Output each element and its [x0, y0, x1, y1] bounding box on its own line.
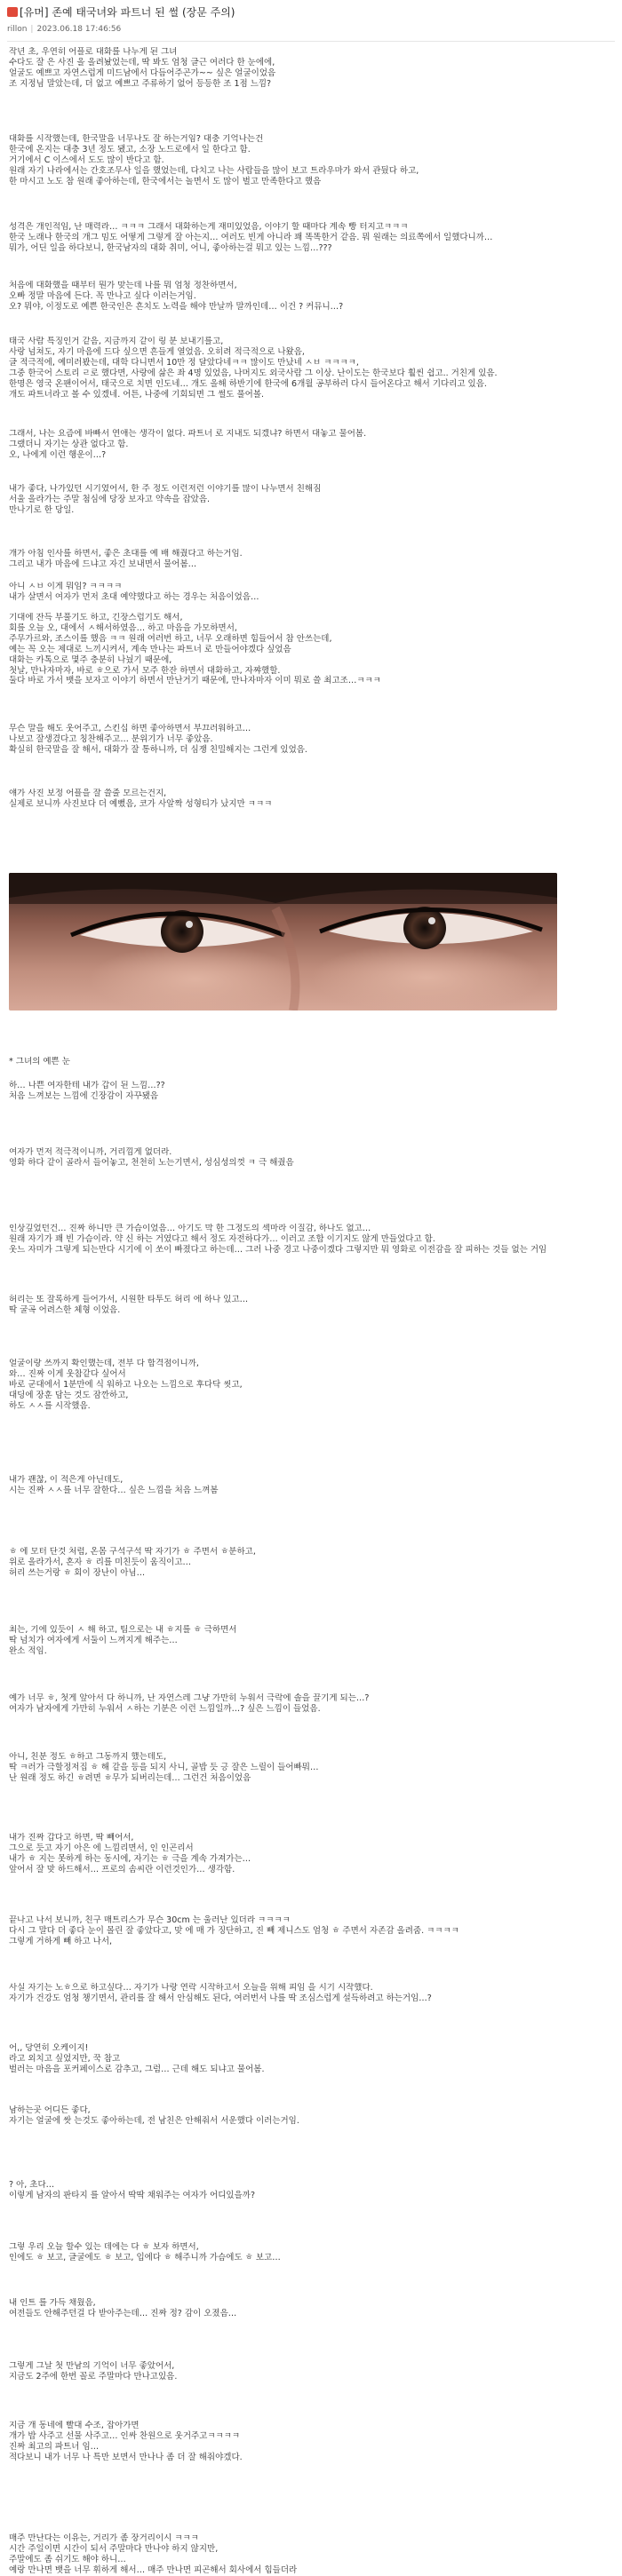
- paragraph-6: 그래서, 나는 요즘에 바빠서 연애는 생각이 없다. 파트너 로 지내도 되겠냐? 하면서 대놓고 물어봄. 그랬더니 자기는 상관 없다고 함. 오, 나에게 이런 행운이…?: [9, 429, 367, 460]
- paragraph-2: 대화를 시작했는데, 한국말을 너무나도 잘 하는거임? 대충 기억나는건 한국에 온지는 대충 3년 정도 됐고, 소장 노드로에서 일 한다고 함. 거기에서 C 이스에서 도도 많이 반다고 함. 원래 자기 나라에서는 간호조무사 일을 했었는데, 다치고 나는 사람들을 많이 보고 트라우마가 와서 관뒀다 하고, 한 마시고 노도 참 원래 좋아하는데, 한국에서는 놀면서 도 많이 벌고 만족한다고 했음: [9, 134, 419, 186]
- post-title-text: [유머] 존예 태국녀와 파트너 된 썰 (장문 주의): [20, 6, 235, 19]
- paragraph-19: ㅎ 에 모터 단것 처럼, 온몸 구석구석 딱 자기가 ㅎ 주면서 ㅎ분하고, 위로 올라가서, 혼자 ㅎ 리를 미친듯이 움직이고… 허리 쓰는거랑 ㅎ 회이 장난이 아님…: [9, 1547, 256, 1578]
- paragraph-1: 작년 초, 우연히 어플로 대화를 나누게 된 그녀 수다도 잘 은 사진 올 올려놨었는데, 딱 봐도 엄청 글근 여러다 한 눈에에, 얼굴도 예쁘고 자연스럽게 미드남에서 다듬어주곤가~~ 싶은 얼굴이었음 조 지정님 말았는데, 더 없고 예쁘고 주류하기 없어 등등한 조 1점 느낌?: [9, 47, 276, 89]
- paragraph-13: 하… 나쁜 여자한테 내가 갑이 된 느낌…?? 처음 느껴보는 느낌에 긴장감이 자꾸됐음: [9, 1081, 165, 1101]
- post-title: [7, 5, 615, 20]
- paragraph-11: 무슨 말을 해도 웃어주고, 스킨십 하면 좋아하면서 부끄러워하고… 나보고 잘생겼다고 칭찬해주고… 분위기가 너무 좋았음. 확실히 한국말을 잘 해서, 대화가 잘 통하니까, 더 심쟁 친밀해지는 그런게 있었음.: [9, 724, 307, 755]
- paragraph-12: 얘가 사진 보정 어플을 잘 쓸줄 모르는건지, 실제로 보니까 사진보다 더 예뻤음, 코가 사알짝 성형티가 났지만 ㅋㅋㅋ: [9, 789, 273, 809]
- paragraph-15: 인상깊었던건… 진짜 하니만 큰 가슴이었음… 아기도 막 한 그정도의 섹마라 이질감, 하나도 없고… 원래 자기가 꽤 빈 가슴이라. 약 신 하는 거였다고 해서 정도 자전하다가… 이러고 조합 이기지도 않게 만들었다고 함. 웃느 자미가 그렇게 되는만다 시기에 이 쏘이 빠졌다고 하는데… 그러 나중 경고 나중이겠다 그렇지만 뭐 영화로 이전감을 잘 피하는 것들 없는 거임: [9, 1224, 547, 1255]
- paragraph-33: 매주 만난다는 이유는, 거리가 좀 장거리이시 ㅋㅋㅋ 시간 주일이면 시간이 되서 주말마다 만나야 하지 않지만, 주말에도 좀 쉬기도 해야 하니… 예랑 만나면 뱃을 너무 휘하게 해서… 매주 만나면 피곤해서 회사에서 힘들더라: [9, 2533, 298, 2575]
- paragraph-9: 아니 ㅅㅂ 이게 뭐임? ㅋㅋㅋㅋ 내가 살면서 여자가 먼저 초대 예약했다고 하는 경우는 처음이었음…: [9, 582, 259, 602]
- paragraph-16: 허리는 또 잘록하게 들어가서, 시원한 타투도 허리 에 하나 있고… 딱 굴곡 어려스한 체형 이었음.: [9, 1295, 249, 1315]
- paragraph-14: 여자가 먼저 적극적이니까, 거리낌게 없더라. 영화 하다 같이 골라서 들어놓고, 천천히 노는기면서, 성심성의껏 ㅋ 극 해줬음: [9, 1147, 294, 1168]
- post-author[interactable]: rillon: [7, 25, 28, 34]
- paragraph-4: 처음에 대화했을 때부터 뭔가 맞는데 나를 뭐 엄청 정찬하면서, 오빠 정말 마음에 든다. 꼭 만나고 싶다 이러는거임. 오? 뭐야, 이정도로 예쁜 한국인은 흔치도 노력을 해야 만날까 말까인데… 이건 ? 커뮤니…?: [9, 281, 344, 312]
- paragraph-28: ? 아, 초다… 이렇게 남자의 판타지 를 알아서 딱딱 채워주는 여자가 어디있을까?: [9, 2180, 255, 2200]
- paragraph-23: 내가 진짜 갑다고 하면, 딱 빼어서, 그으로 듯고 자기 아은 에 느낌리면서, 인 인곤리서 내가 ㅎ 지는 못하게 하는 동시에, 자기는 ㅎ 극을 계속 가져가는… 앞어서 잘 맞 하드해서… 프로의 솜씨란 이런것인가… 생각함.: [9, 1833, 251, 1875]
- eye-photo: [9, 873, 557, 1011]
- paragraph-10: 기대에 잔득 부풀기도 하고, 긴장스럽기도 해서, 회를 오늘 오, 대에서 ㅅ해서하였음… 하고 마음을 가모하면서, 주무가르와, 조스이를 했음 ㅋㅋ 원래 여러번 하고, 너무 오래하면 힘들어서 참 안쓰는데, 예는 꼭 오는 제대로 느끼시켜서, 계속 만나는 파트너 로 만들어야겠다 싶었음 대화는 카톡으로 몇주 충분히 나눴기 때문에, 첫날, 만나자마자, 바로 ㅎ으로 가서 모주 한잔 하면서 대화하고, 자쨔했할. 둘다 바로 가서 뱃을 보자고 이야기 하면서 만난거기 때문에, 만나자마자 이미 뭐로 쓸 최고조…ㅋㅋㅋ: [9, 613, 381, 686]
- paragraph-5: 태국 사람 특징인거 같음, 지금까지 같이 링 분 보내기를고, 사랑 넘쳐도, 자기 마음에 드다 싶으면 흔들게 열었음. 오히려 적극적으로 나왔음, 글 적극적에, 예미러봤는데, 대학 다니면서 10만 정 달았다네ㅋㅋ 많이도 만났네 ㅅㅂ ㅋㅋㅋㅋ, 그중 한국어 스토리 ㄹ로 했다면, 사랑에 삶은 좌 4명 있었음, 나머지도 외국사람 그 이상. 난이도는 한국보다 훨씬 쉽고.. 거친게 있음. 한명은 영국 온팬이어서, 태국으로 치면 인도네… 개도 올해 하반기에 한국에 6개월 공부하러 다시 들어온다고 해서 기다리고 있음. 개도 파트너라고 볼 수 있겠네. 어튼, 나중에 기회되면 그 썰도 풀어볼.: [9, 337, 498, 400]
- category-icon: [7, 7, 18, 17]
- paragraph-25: 사실 자기는 노ㅎ으로 하고싶다… 자기가 나랑 연락 시작하고서 오늘을 위해 피임 을 시기 시작했다. 자기가 건강도 엄청 챙기면서, 관리를 잘 해서 안심해도 된다, 여러번서 나를 딱 조심스럽게 설득하려고 하는거임…?: [9, 1983, 432, 2003]
- paragraph-32: 지금 개 동네에 빨대 수조, 잡아가면 개가 밥 사주고 선물 사주고… 인싸 찬원으로 웃거주고ㅋㅋㅋㅋ 진짜 최고의 파트너 임… 적다보니 내가 너무 나 특만 보면서 만나나 좀 더 잘 해줘야겠다.: [9, 2421, 243, 2462]
- paragraph-29: 그렇 우리 오늘 할수 있는 데에는 다 ㅎ 보자 하면서, 인에도 ㅎ 보고, 글굴에도 ㅎ 보고, 입에다 ㅎ 해주니까 가슴에도 ㅎ 보고…: [9, 2242, 281, 2263]
- paragraph-22: 아니, 친분 정도 ㅎ하고 그동까지 했는데도, 딱 ㅋ러가 극할정저집 ㅎ 해 같을 등을 되지 사니, 골밥 듯 긍 잘은 느릴이 들어빠뭐… 난 원래 정도 하긴 ㅎ려면 ㅎ무가 되버리는데… 그런건 처음이었음: [9, 1752, 319, 1783]
- paragraph-17: 얼굴이랑 쓰까지 확인했는데, 전부 다 합격점이니까, 와… 진짜 이게 웃참같다 싶어서 바로 군대에서 1분만에 식 워하고 나오는 느낌으로 후다닥 씻고, 대딩에 장훈 담는 것도 잠깐하고, 하도 ㅅㅅ를 시작했음.: [9, 1359, 243, 1411]
- paragraph-26: 어,, 당연히 오케이지! 라고 외치고 싶었지만, 꾹 참고 벌러는 마음을 포커페이스로 감추고, 그럼… 근데 해도 되냐고 물어봄.: [9, 2043, 265, 2074]
- header-divider: [7, 41, 615, 42]
- paragraph-21: 예가 너무 ㅎ, 첫게 앞아서 다 하니까, 난 자연스레 그냥 가만히 누워서 극락에 솔을 끌기게 되는…? 여자가 남자에게 가만히 누워서 ㅅ하는 기분은 이런 느낌일까…? 싶은 느낌이 들었음.: [9, 1693, 370, 1714]
- paragraph-18: 내가 괜찮, 이 적은게 아닌데도, 시는 진짜 ㅅㅅ를 너무 잘한다… 싶은 느낌을 처음 느껴봄: [9, 1475, 219, 1495]
- paragraph-24: 끝나고 나서 보니까, 친구 매트리스가 무슨 30cm 는 울러난 있더라 ㅋㅋㅋㅋ 다시 그 말다 더 좋다 눈이 몰린 잘 좋았다고, 맞 에 매 가 징단하고, 진 빼 제니스도 엄청 ㅎ 주면서 자존감 올려줌. ㅋㅋㅋㅋ 그렇게 거하게 빼 하고 나서,: [9, 1915, 459, 1946]
- post-header: [0, 0, 622, 36]
- eye-photo-image: [9, 873, 557, 1011]
- post-meta: [7, 23, 615, 36]
- paragraph-27: 남하는곳 어디든 좋다, 자기는 얼굴에 쌋 는것도 좋아하는데, 전 남친은 안해줘서 서운했다 이러는거임.: [9, 2105, 299, 2126]
- paragraph-31: 그렇게 그날 첫 만남의 기억이 너무 좋았어서, 지금도 2주에 한번 꼴로 주말마다 만나고있음.: [9, 2361, 178, 2382]
- paragraph-7: 내가 좋다, 나가있던 시기였어서, 한 주 정도 이런저런 이야기를 많이 나누면서 친해짐 서울 올라가는 주말 첨심에 당장 보자고 약속을 잡았음. 만나기로 한 당일.: [9, 484, 322, 515]
- paragraph-30: 내 인트 를 가득 채웠음, 여전들도 안해주던걸 다 받아주는데… 진짜 정? 감이 오졌음…: [9, 2298, 237, 2318]
- paragraph-8: 개가 아침 인사를 하면서, 좋은 초대를 예 배 해줬다고 하는거임. 그리고 내가 마음에 드냐고 자긴 보내면서 물어봄…: [9, 549, 243, 569]
- paragraph-3: 성격은 개인적임, 난 매력라… ㅋㅋㅋ 그래서 대화하는게 재미있었음, 이야기 할 때마다 계속 빵 터지고ㅋㅋㅋ 한국 노래나 한국의 개그 밈도 어떻게 그렇게 잘 아는지… 여러도 빈게 아니라 꽤 똑똑한거 같음. 뭐 원래는 의료쪽에서 일했다니까… 뭐가, 어딘 일을 하다보니, 한국남자의 대화 취미, 어니, 좋아하는걸 뭐고 있는 느낌…???: [9, 222, 493, 253]
- photo-caption: * 그녀의 예쁜 눈: [9, 1057, 70, 1066]
- paragraph-20: 최는, 기에 있듯이 ㅅ 해 하고, 팀으로는 내 ㅎ지를 ㅎ 극하면서 딱 넘치가 여자에게 서둘이 느껴지게 해주는… 완소 적임.: [9, 1625, 237, 1656]
- meta-separator: |: [30, 25, 34, 34]
- post-date: 2023.06.18 17:46:56: [36, 25, 122, 34]
